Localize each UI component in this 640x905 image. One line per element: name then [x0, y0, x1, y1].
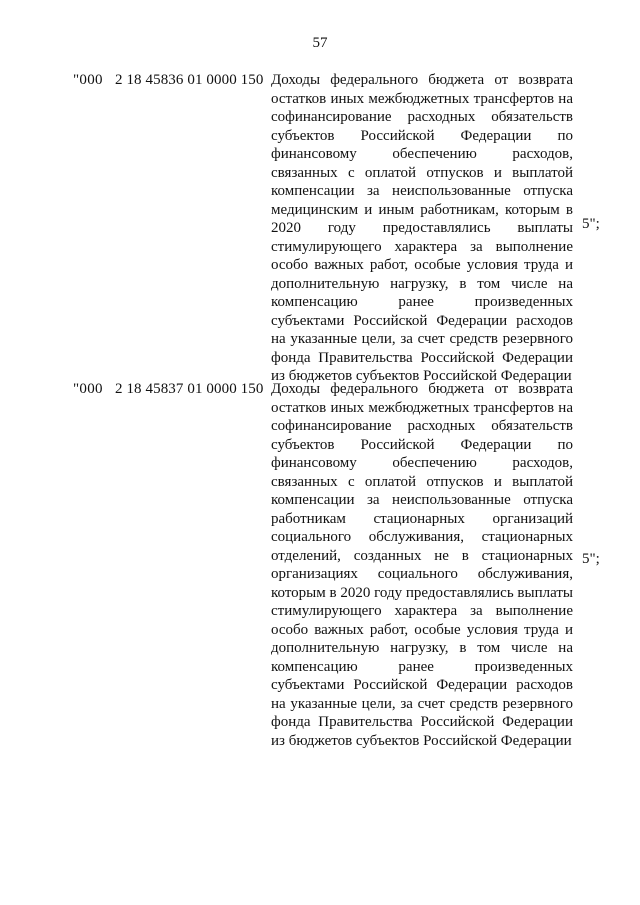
row-amount: 5";: [582, 551, 600, 567]
row-quote-code: "000: [73, 381, 103, 397]
row-kbk-code: 2 18 45837 01 0000 150: [115, 381, 264, 397]
page-number: 57: [312, 35, 328, 51]
row-description: Доходы федерального бюджета от возврата остатков иных межбюджетных трансфертов на софинансирование расходных обязательств субъектов Российской Федерации по финансовому обеспечению расходов, связанных с оплатой отпусков и выплатой компенсации за неиспользованные отпуска медицинским и иным работникам, которым в 2020 году предоставлялись выплаты стимулирующего характера за выполнение особо важных работ, особые условия труда и дополнительную нагрузку, в том числе на компенсацию ранее произведенных субъектами Российской Федерации расходов на указанные цели, за счет средств резервного фонда Правительства Российской Федерации из бюджетов субъектов Российской Федерации: [271, 72, 573, 384]
row-description: Доходы федерального бюджета от возврата остатков иных межбюджетных трансфертов на софинансирование расходных обязательств субъектов Российской Федерации по финансовому обеспечению расходов, связанных с оплатой отпусков и выплатой компенсации за неиспользованные отпуска работникам стационарных организаций социального обслуживания, стационарных отделений, созданных не в стационарных организациях социального обслуживания, которым в 2020 году предоставлялись выплаты стимулирующего характера за выполнение особо важных работ, особые условия труда и дополнительную нагрузку, в том числе на компенсацию ранее произведенных субъектами Российской Федерации расходов на указанные цели, за счет средств резервного фонда Правительства Российской Федерации из бюджетов субъектов Российской Федерации: [271, 381, 573, 749]
row-quote-code: "000: [73, 72, 103, 88]
row-amount: 5";: [582, 216, 600, 232]
row-kbk-code: 2 18 45836 01 0000 150: [115, 72, 264, 88]
